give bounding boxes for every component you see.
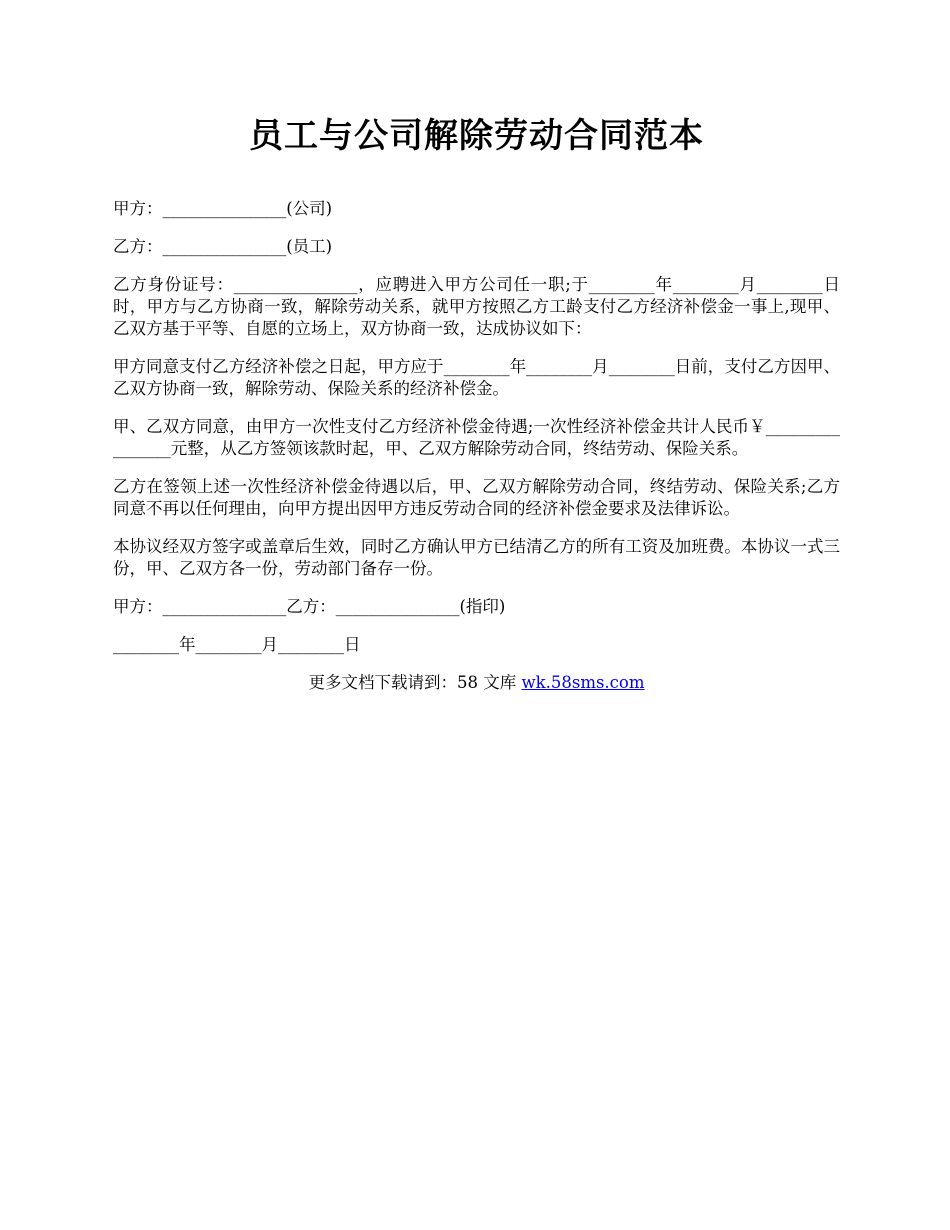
footer-link[interactable]: wk.58sms.com	[521, 673, 645, 692]
signature-line: 甲方：_______________乙方：_______________(指印)	[113, 597, 506, 616]
paragraph-lump-sum: 甲、乙双方同意，由甲方一次性支付乙方经济补偿金待遇;一次性经济补偿金共计人民币￥________________元整，从乙方签领该款时起，甲、乙双方解除劳动合同，终结劳动、保险关系。	[113, 417, 840, 458]
paragraph-payment-date: 甲方同意支付乙方经济补偿之日起，甲方应于________年________月________日前，支付乙方因甲、乙双方协商一致，解除劳动、保险关系的经济补偿金。	[113, 357, 840, 398]
document-title: 员工与公司解除劳动合同范本	[249, 116, 704, 156]
footer-note	[113, 672, 840, 694]
date-line: ________年________月________日	[113, 635, 361, 654]
paragraph-effectiveness: 本协议经双方签字或盖章后生效，同时乙方确认甲方已结清乙方的所有工资及加班费。本协议一式三份，甲、乙双方各一份，劳动部门备存一份。	[113, 537, 840, 578]
document-page	[113, 108, 840, 694]
party-a-line: 甲方：_______________(公司)	[113, 199, 333, 218]
footer-prefix: 更多文档下载请到：58 文库	[308, 673, 522, 692]
paragraph-id-and-terms: 乙方身份证号：_______________，应聘进入甲方公司任一职;于________年________月________日时，甲方与乙方协商一致，解除劳动关系，就甲方按照乙方工龄支付乙方经济补偿金一事上,现甲、乙双方基于平等、自愿的立场上，双方协商一致，达成协议如下：	[113, 275, 840, 338]
party-b-line: 乙方：_______________(员工)	[113, 237, 333, 256]
paragraph-waiver: 乙方在签领上述一次性经济补偿金待遇以后，甲、乙双方解除劳动合同，终结劳动、保险关系;乙方同意不再以任何理由，向甲方提出因甲方违反劳动合同的经济补偿金要求及法律诉讼。	[113, 477, 840, 518]
